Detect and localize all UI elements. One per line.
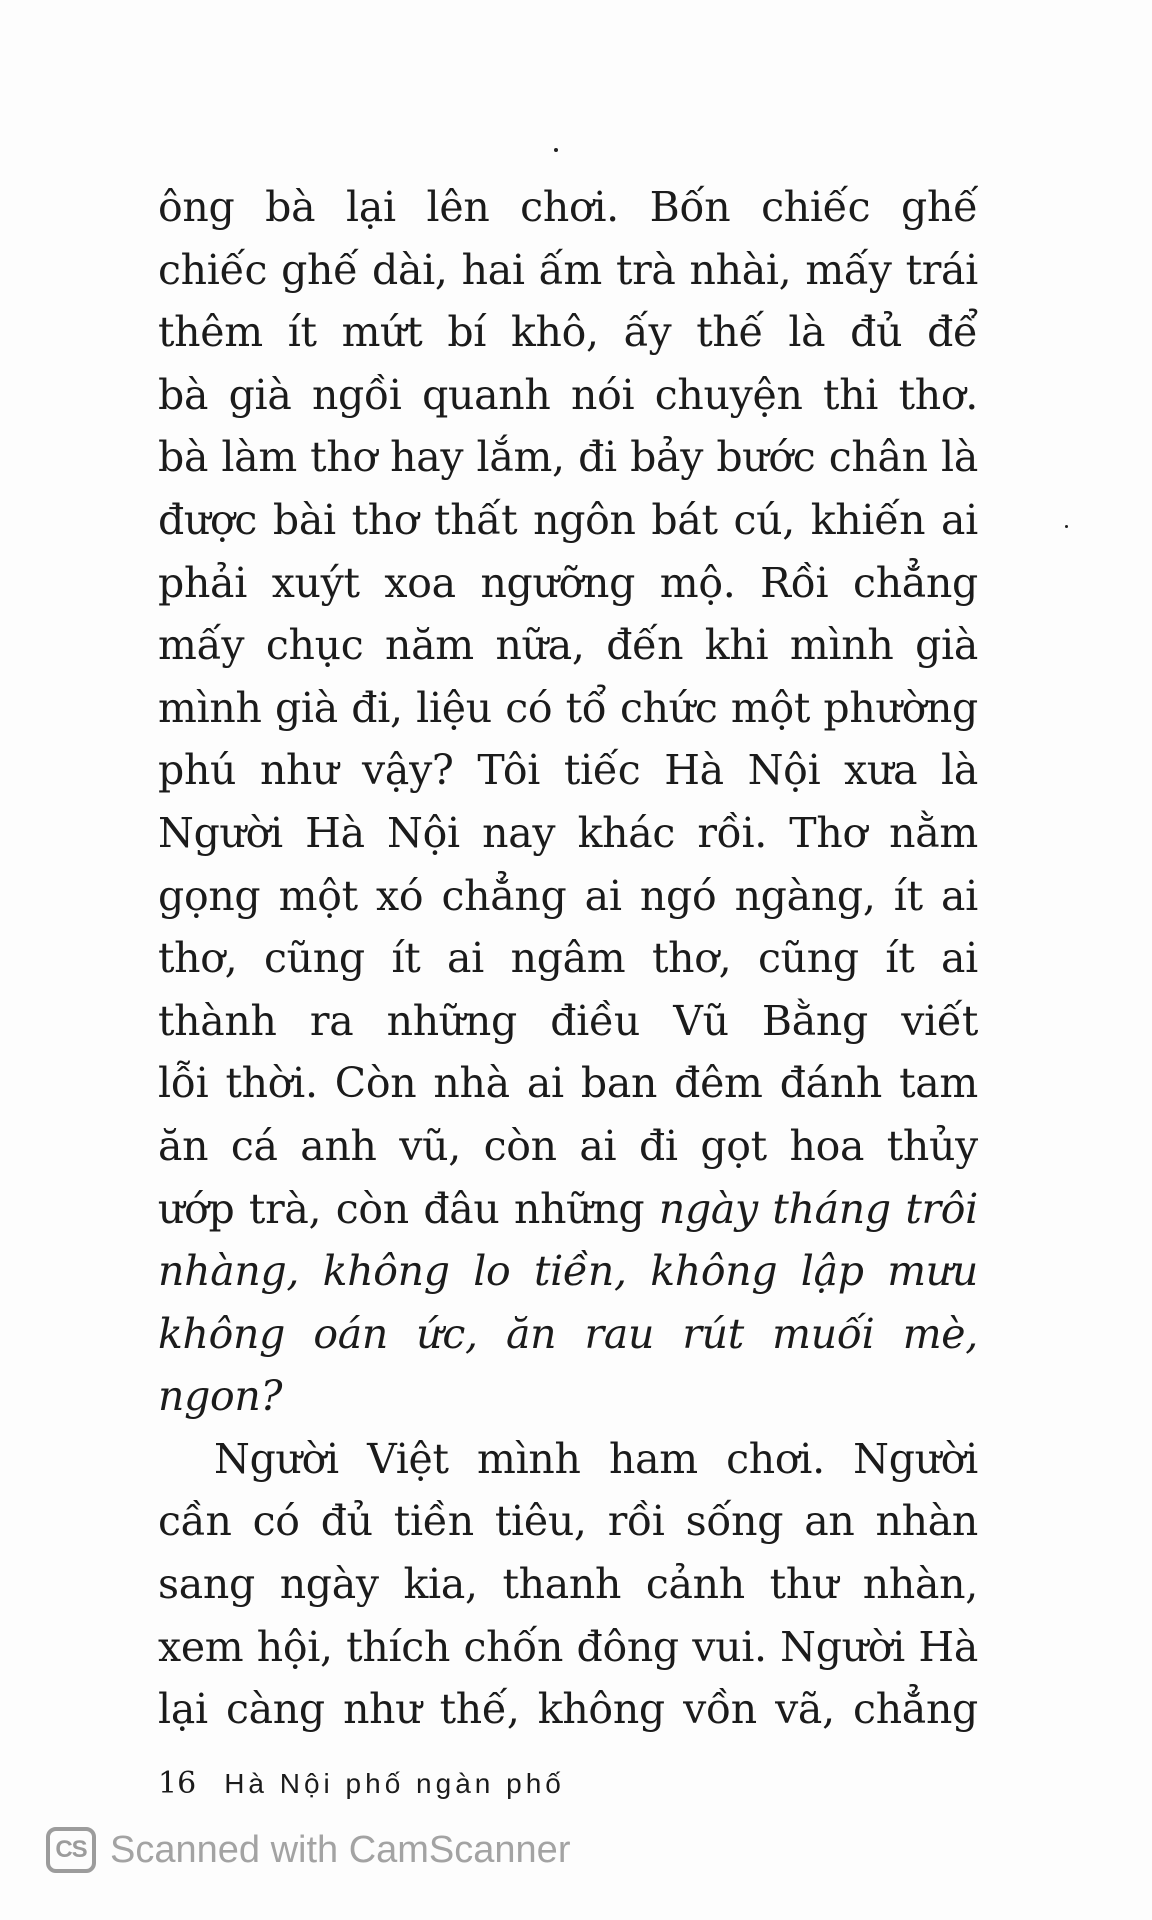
line-text: không oán ức, ăn rau rút muối mè, xyxy=(158,1309,978,1358)
text-line xyxy=(158,1365,978,1428)
line-text: gọng một xó chẳng ai ngó ngàng, ít ai xyxy=(158,871,978,920)
text-line xyxy=(158,1553,978,1616)
text-line xyxy=(158,1240,978,1303)
text-line xyxy=(158,1178,978,1241)
text-line xyxy=(158,865,978,928)
text-line xyxy=(158,1428,978,1491)
text-line xyxy=(158,489,978,552)
line-text: mình già đi, liệu có tổ chức một phường xyxy=(158,683,978,732)
scan-speck xyxy=(554,148,558,152)
watermark-text: Scanned with CamScanner xyxy=(110,1828,571,1871)
line-text: phú như vậy? Tôi tiếc Hà Nội xưa là xyxy=(158,746,978,795)
line-text: bà già ngồi quanh nói chuyện thi thơ. xyxy=(158,370,978,419)
camscanner-logo-icon: CS xyxy=(46,1827,96,1873)
line-text: thành ra những điều Vũ Bằng viết xyxy=(158,996,978,1045)
text-line xyxy=(158,1115,978,1178)
line-text: Người Hà Nội nay khác rồi. Thơ nằm xyxy=(158,808,978,857)
text-line xyxy=(158,1052,978,1115)
text-line xyxy=(158,739,978,802)
text-line xyxy=(158,614,978,677)
line-text: lại càng như thế, không vồn vã, chẳng xyxy=(158,1685,978,1734)
line-text: thơ, cũng ít ai ngâm thơ, cũng ít ai xyxy=(158,934,978,983)
line-text: cần có đủ tiền tiêu, rồi sống an nhàn xyxy=(158,1497,978,1546)
text-line xyxy=(158,1303,978,1366)
text-line xyxy=(158,176,978,239)
text-line xyxy=(158,301,978,364)
line-text: lỗi thời. Còn nhà ai ban đêm đánh tam xyxy=(158,1059,978,1108)
text-line xyxy=(158,1616,978,1679)
text-line xyxy=(158,1678,978,1741)
line-text: ngon? xyxy=(158,1372,283,1421)
camscanner-watermark xyxy=(46,1822,570,1878)
running-title: Hà Nội phố ngàn phố xyxy=(224,1768,565,1799)
line-text: sang ngày kia, thanh cảnh thư nhàn, xyxy=(158,1560,978,1609)
body-text xyxy=(158,176,978,1741)
line-text: xem hội, thích chốn đông vui. Người Hà xyxy=(158,1622,978,1671)
text-line xyxy=(158,1490,978,1553)
line-text: phải xuýt xoa ngưỡng mộ. Rồi chẳng xyxy=(158,558,978,607)
text-line xyxy=(158,927,978,990)
text-line xyxy=(158,677,978,740)
italic-quote-text: ngày tháng trôi xyxy=(658,1184,978,1233)
line-text: chiếc ghế dài, hai ấm trà nhài, mấy trái xyxy=(158,245,978,294)
text-line xyxy=(158,990,978,1053)
scan-speck xyxy=(1065,525,1068,528)
page-footer xyxy=(158,1766,565,1801)
line-text: nhàng, không lo tiền, không lập mưu xyxy=(158,1247,978,1296)
line-text: thêm ít mứt bí khô, ấy thế là đủ để xyxy=(158,308,978,357)
line-text: ăn cá anh vũ, còn ai đi gọt hoa thủy xyxy=(158,1121,978,1170)
line-text: được bài thơ thất ngôn bát cú, khiến ai xyxy=(158,495,978,544)
line-text: ông bà lại lên chơi. Bốn chiếc ghế xyxy=(158,183,978,231)
line-text: ướp trà, còn đâu những xyxy=(158,1184,659,1233)
text-line xyxy=(158,552,978,615)
page-number: 16 xyxy=(158,1766,197,1801)
line-text: bà làm thơ hay lắm, đi bảy bước chân là xyxy=(158,433,978,482)
line-text: mấy chục năm nữa, đến khi mình già xyxy=(158,621,978,670)
line-text: Người Việt mình ham chơi. Người xyxy=(214,1434,978,1483)
text-line xyxy=(158,239,978,302)
text-line xyxy=(158,364,978,427)
text-line xyxy=(158,802,978,865)
text-line xyxy=(158,426,978,489)
